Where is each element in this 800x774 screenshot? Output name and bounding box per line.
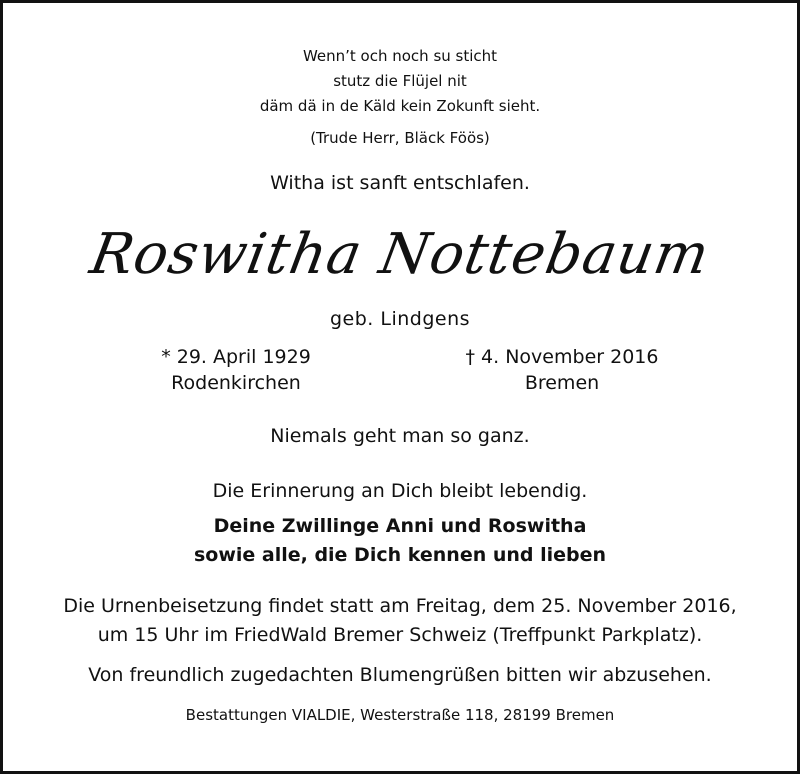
death-info <box>412 344 712 396</box>
birth-info <box>86 344 386 396</box>
mourners-line-1: Deine Zwillinge Anni und Roswitha <box>213 515 587 537</box>
poem-line-1: Wenn’t och noch su sticht <box>302 47 498 65</box>
death-place: Bremen <box>524 372 600 394</box>
deceased-name: Roswitha Nottebaum <box>85 222 715 287</box>
poem-line-3: däm dä in de Käld kein Zokunft sieht. <box>259 97 541 115</box>
birth-date: * 29. April 1929 <box>161 346 311 368</box>
funeral-line-2: um 15 Uhr im FriedWald Bremer Schweiz (Treffpunkt Parkplatz). <box>97 624 703 646</box>
intro-text: Witha ist sanft entschlafen. <box>270 172 530 194</box>
flowers-note: Von freundlich zugedachten Blumengrüßen bitten wir abzusehen. <box>88 664 712 686</box>
birth-place: Rodenkirchen <box>171 372 301 394</box>
mourners-line-2: sowie alle, die Dich kennen und lieben <box>193 544 607 566</box>
quote-2: Die Erinnerung an Dich bleibt lebendig. <box>212 480 588 502</box>
funeral-line-1: Die Urnenbeisetzung findet statt am Freitag, dem 25. November 2016, <box>63 595 737 617</box>
poem-line-2: stutz die Flüjel nit <box>333 72 467 90</box>
quote-1: Niemals geht man so ganz. <box>270 425 530 447</box>
maiden-name: geb. Lindgens <box>329 308 471 330</box>
death-date: † 4. November 2016 <box>465 346 659 368</box>
undertaker-info: Bestattungen VIALDIE, Westerstraße 118, 28199 Bremen <box>185 706 615 724</box>
poem-attribution: (Trude Herr, Bläck Föös) <box>310 129 490 147</box>
